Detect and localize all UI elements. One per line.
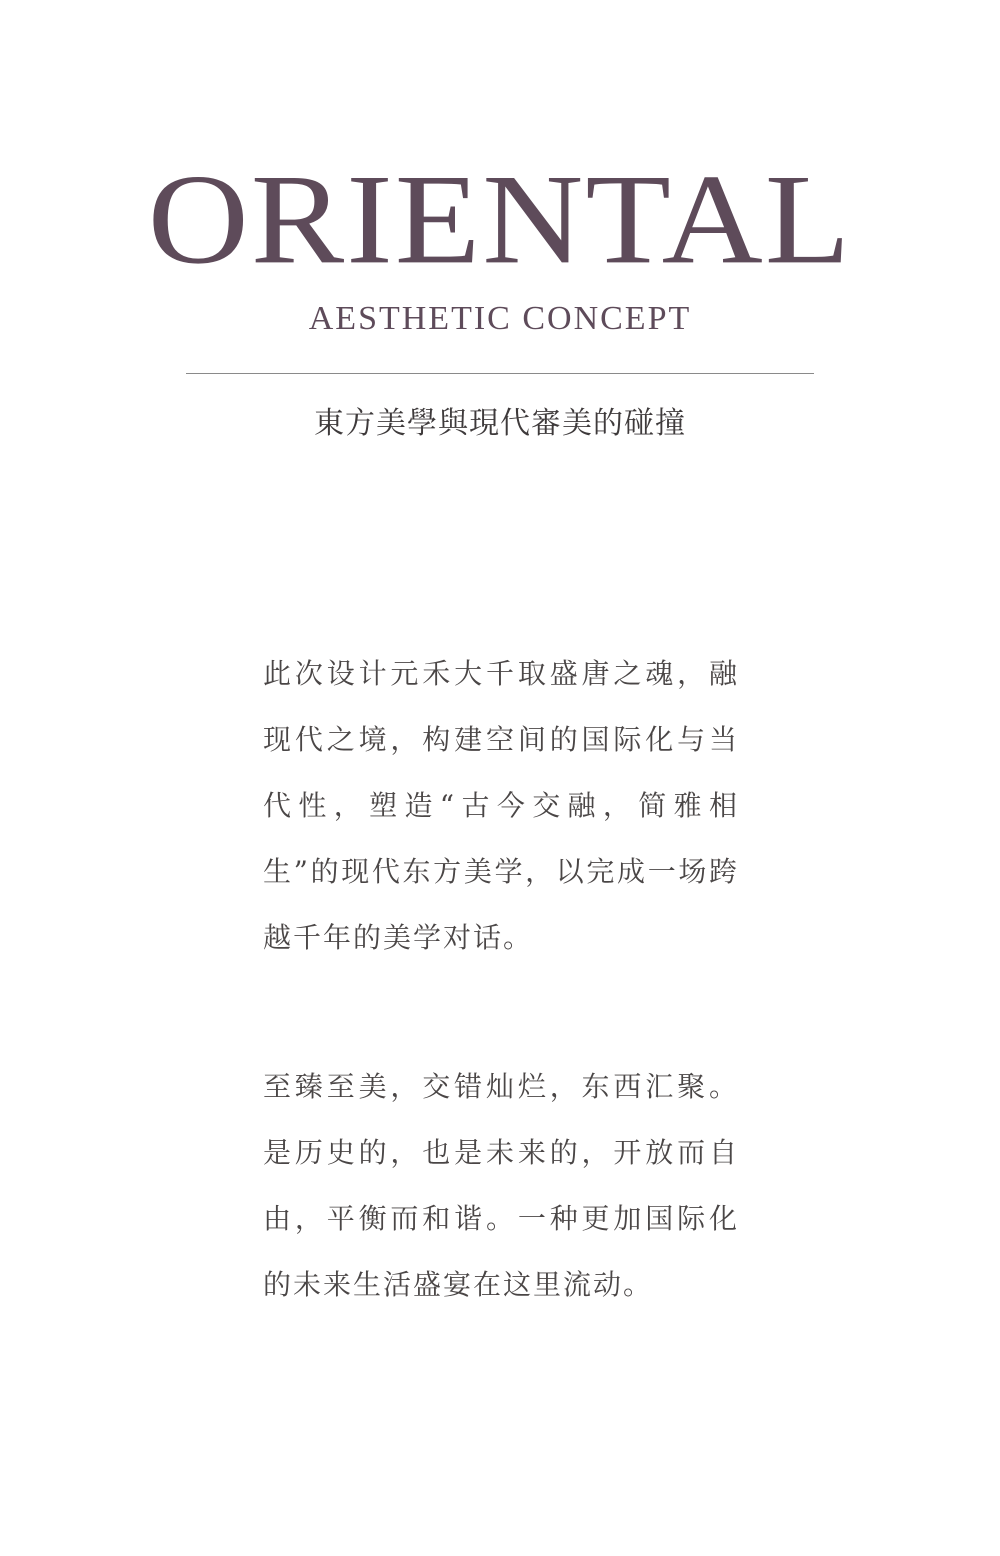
divider [186, 373, 814, 374]
page-subtitle: AESTHETIC CONCEPT [308, 300, 692, 337]
tagline: 東方美學與現代審美的碰撞 [314, 406, 686, 441]
body-paragraph-1: 此次设计元禾大千取盛唐之魂，融现代之境，构建空间的国际化与当代性，塑造“古今交融，简雅相生”的现代东方美学，以完成一场跨越千年的美学对话。 [263, 657, 739, 954]
header [0, 150, 1000, 338]
body-paragraph-2: 至臻至美，交错灿烂，东西汇聚。是历史的，也是未来的，开放而自由，平衡而和谐。一种更加国际化的未来生活盛宴在这里流动。 [263, 1070, 739, 1301]
page-title: ORIENTAL [147, 148, 853, 291]
